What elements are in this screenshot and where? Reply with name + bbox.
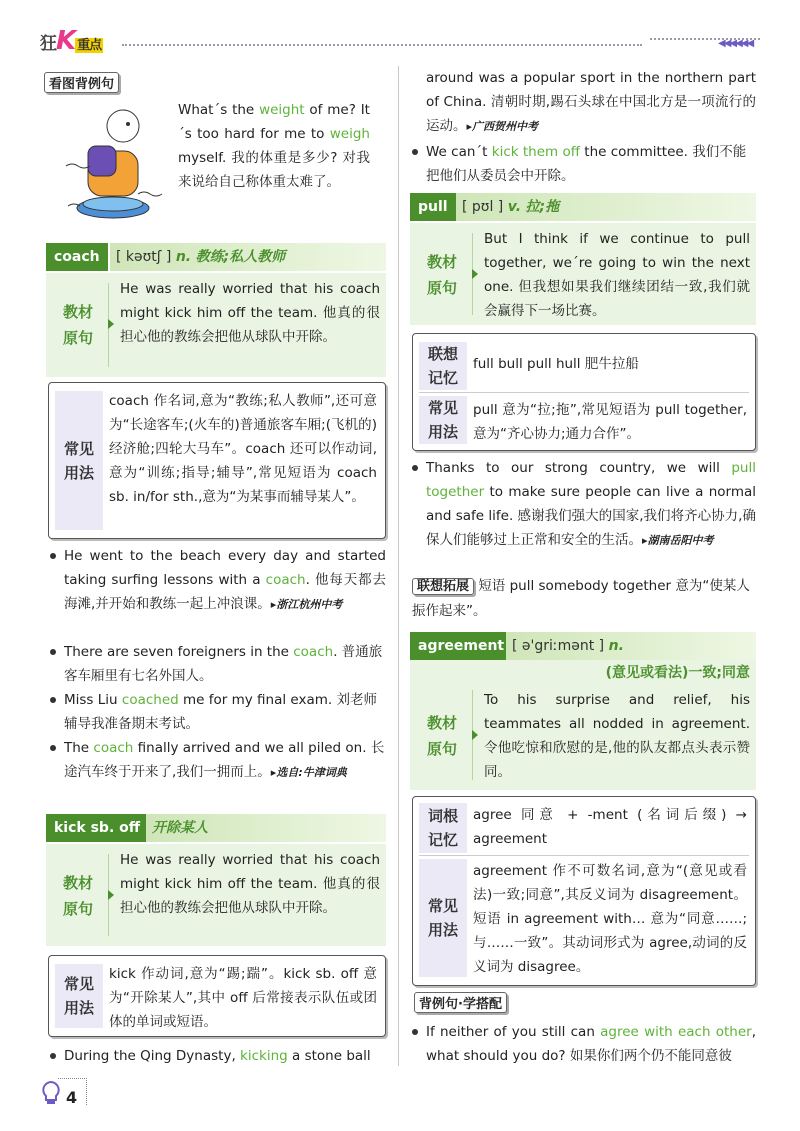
- word-gloss: [146, 814, 386, 842]
- part-of-speech: n.: [175, 249, 192, 265]
- word-entry-pull: [410, 193, 756, 221]
- word-gloss: [110, 243, 386, 271]
- logo-k: K: [56, 26, 76, 56]
- meaning: 教练;私人教师: [195, 249, 286, 265]
- label-textbook: 教材 原句: [426, 714, 457, 758]
- label-usage: 常见 用法: [419, 859, 467, 977]
- headword: coach: [46, 243, 108, 271]
- word-entry-coach: [46, 243, 386, 271]
- word-entry-kick-off: [46, 814, 386, 842]
- list-item: Thanks to our strong country, we will pull together to make sure people can live a normal and safe life. 感谢我们强大的国家,我们将齐心协力,确保人们能够过上正常和安全的生活。▸湖南岳阳中考: [412, 456, 756, 553]
- word-entry-agreement: [410, 632, 756, 660]
- label-memory: 联想 记忆: [419, 342, 467, 390]
- meaning: (意见或看法)一致;同意: [605, 665, 750, 681]
- column-divider: [398, 66, 399, 1066]
- list-item: The coach finally arrived and we all piled on. 长途汽车终于开来了,我们一拥而上。▸选自:牛津词典: [50, 736, 386, 785]
- page-number: 4: [66, 1088, 78, 1107]
- list-item: We can´t kick them off the committee. 我们不能把他们从委员会中开除。: [412, 140, 756, 188]
- textbook-example-kick: [46, 844, 386, 946]
- section-tag-picture-sentence: 看图背例句: [44, 72, 119, 93]
- textbook-example-coach: [46, 273, 386, 377]
- label-textbook: 教材 原句: [426, 253, 457, 297]
- weighing-cartoon-illustration: [58, 96, 168, 226]
- headword: pull: [410, 193, 456, 221]
- logo-char: 狂: [40, 34, 56, 54]
- example-text: He was really worried that his coach might kick him off the team. 他真的很担心他的教练会把他从球队中开除。: [120, 852, 380, 916]
- association-expand: [412, 574, 756, 623]
- usage-box-kick: [48, 955, 386, 1037]
- usage-text: agreement 作不可数名词,意为“(意见或看法)一致;同意”,其反义词为 disagreement。短语 in agreement with… 意为“同意……;与……一致”。其动词形式为 agree,动词的反义词为 disagree。: [473, 863, 747, 975]
- list-item: He went to the beach every day and started taking surfing lessons with a coach. 他每天都去海滩,并开始和教练一起上冲浪课。▸浙江杭州中考: [50, 544, 386, 617]
- section-tag-learn-collocations: 背例句·学搭配: [414, 992, 507, 1013]
- label-usage: 常见 用法: [55, 964, 103, 1028]
- usage-text: pull 意为“拉;拖”,常见短语为 pull together,意为“齐心协力;通力合作”。: [473, 402, 747, 442]
- textbook-example-pull: [410, 223, 756, 325]
- list-item: Miss Liu coached me for my final exam. 刘老师辅导我准备期末考试。: [50, 688, 386, 736]
- label-usage: 常见 用法: [419, 396, 467, 444]
- series-logo: [40, 26, 103, 56]
- lightbulb-icon: [40, 1080, 62, 1106]
- label-textbook: 教材 原句: [62, 874, 93, 918]
- list-item: There are seven foreigners in the coach. 普通旅客车厢里有七名外国人。: [50, 640, 386, 688]
- logo-badge: 重点: [77, 38, 102, 53]
- part-of-speech: n.: [608, 638, 624, 654]
- picture-example-sentence: [178, 98, 370, 194]
- root-usage-box-agreement: [412, 796, 756, 986]
- usage-text: coach 作名词,意为“教练;私人教师”,还可意为“长途客车;(火车的)普通旅客车厢;(飞机的)经济舱;四轮大马车”。coach 还可以作动词,意为“训练;指导;辅导”,常见短语为 coach sb. in/for sth.,意为“为某事而辅导某人”。: [109, 393, 377, 505]
- phonetic: [ ə'griːmənt ]: [512, 638, 605, 654]
- meaning: 开除某人: [152, 820, 208, 836]
- meaning: 拉;拖: [525, 199, 560, 215]
- textbook-example-agreement: [410, 660, 756, 790]
- highlight-weight: weight: [259, 102, 305, 118]
- text-seg: of me? It´s too hard for me to: [178, 102, 370, 142]
- usage-box-coach: [48, 382, 386, 539]
- text-seg: myself. 我的体重是多少? 对我来说给自己称体重太难了。: [178, 150, 370, 190]
- label-root: 词根 记忆: [419, 803, 467, 853]
- memory-usage-box-pull: [412, 333, 756, 451]
- usage-text: kick 作动词,意为“踢;踹”。kick sb. off 意为“开除某人”,其中 off 后常接表示队伍或团体的单词或短语。: [109, 966, 377, 1030]
- header-arrows-icon: ◀◀◀◀◀◀: [718, 38, 753, 49]
- example-text: But I think if we continue to pull together, we´re going to win the next one. 但我想如果我们继续团结一致,我们就会赢得下一场比赛。: [484, 231, 750, 319]
- page-header: [0, 0, 800, 62]
- highlight-weigh: weigh: [329, 126, 370, 142]
- memory-text: full bull pull hull 肥牛拉船: [473, 356, 639, 372]
- headword: kick sb. off: [46, 814, 148, 842]
- text-seg: What´s the: [178, 102, 260, 118]
- example-text: He was really worried that his coach might kick him off the team. 他真的很担心他的教练会把他从球队中开除。: [120, 281, 380, 345]
- headword: agreement: [410, 632, 512, 660]
- label-usage: 常见 用法: [55, 391, 103, 530]
- part-of-speech: v.: [507, 199, 522, 215]
- expand-tag: 联想拓展: [412, 578, 474, 595]
- header-dotted-line: [122, 44, 642, 46]
- list-item: If neither of you still can agree with each other, what should you do? 如果你们两个仍不能同意彼: [412, 1020, 756, 1068]
- continued-sentence: around was a popular sport in the northern part of China. 清朝时期,踢石头球在中国北方是一项流行的运动。▸广西贺州中考: [426, 70, 756, 134]
- word-gloss: [456, 193, 756, 221]
- phonetic: [ kəʊtʃ ]: [116, 249, 172, 265]
- expand-text: 短语 pull somebody together 意为“使某人振作起来”。: [412, 578, 750, 619]
- list-item: During the Qing Dynasty, kicking a stone ball: [50, 1044, 390, 1068]
- label-textbook: 教材 原句: [62, 303, 93, 347]
- word-gloss: [506, 632, 756, 660]
- example-text: To his surprise and relief, his teammates all nodded in agreement. 令他吃惊和欣慰的是,他的队友都点头表示赞同。: [484, 692, 750, 780]
- phonetic: [ pʊl ]: [462, 199, 504, 215]
- root-text: agree 同意 + -ment (名词后缀) → agreement: [473, 807, 747, 847]
